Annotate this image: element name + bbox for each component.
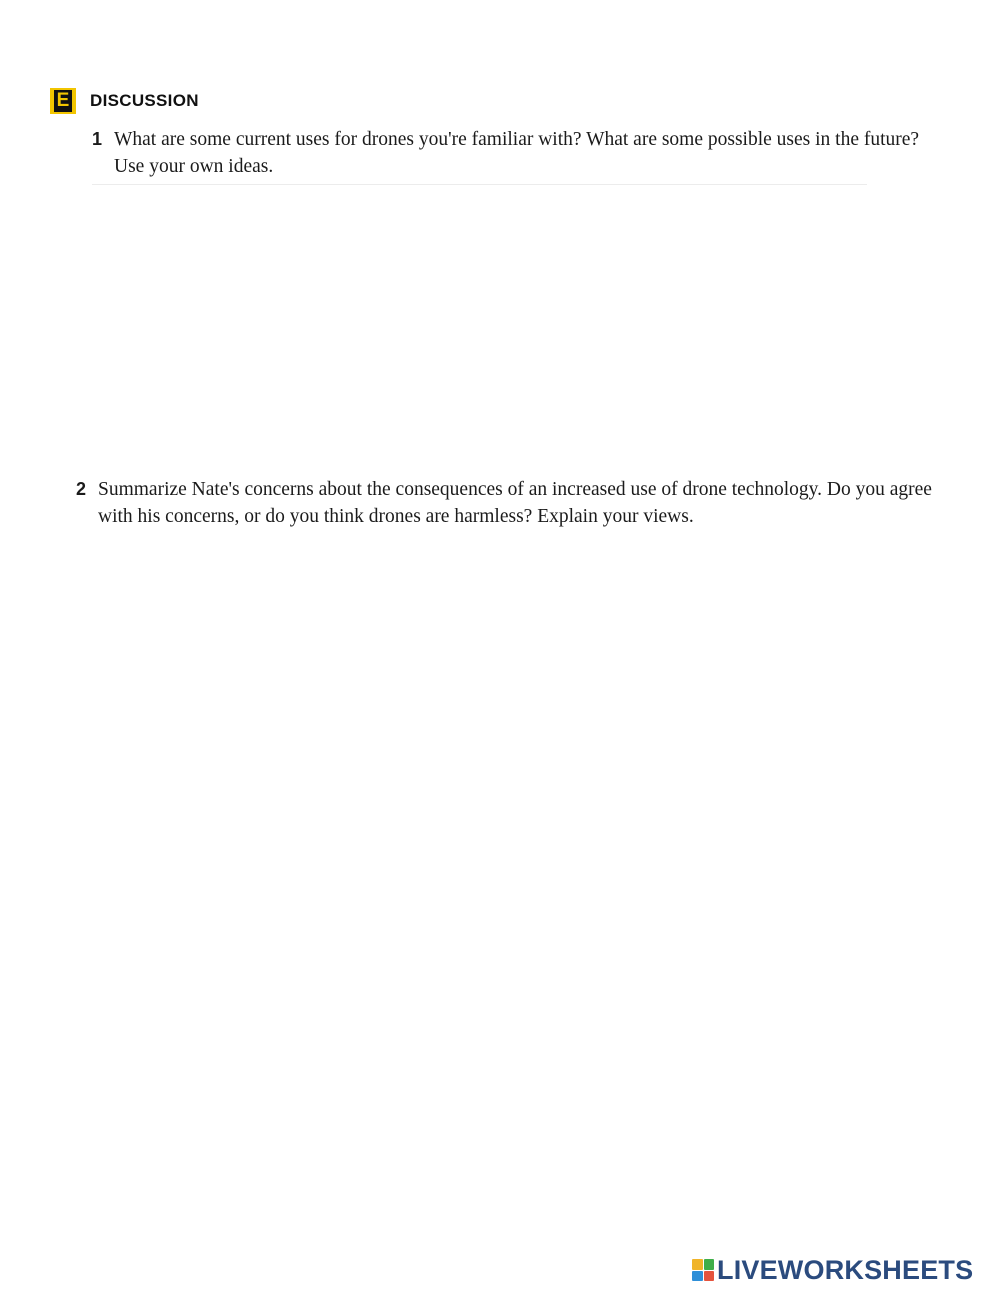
logo-square — [704, 1259, 715, 1270]
divider — [92, 184, 867, 185]
section-badge — [50, 88, 76, 114]
liveworksheets-logo-icon — [692, 1259, 714, 1281]
question-text: What are some current uses for drones you're familiar with? What are some possible uses in the future? Use your own ideas. — [114, 129, 920, 177]
question-text: Summarize Nate's concerns about the consequences of an increased use of drone technology. Do you agree with his concerns, or do you think drones are harmless? Explain your views. — [98, 479, 932, 527]
question-number: 1 — [92, 129, 103, 149]
brand-text: LIVEWORKSHEETS — [717, 1254, 974, 1285]
answer-area-2[interactable] — [76, 570, 956, 1190]
answer-area-1[interactable] — [92, 190, 952, 460]
section-title: DISCUSSION — [90, 91, 199, 110]
question-1 — [92, 126, 952, 180]
section-letter: E — [54, 90, 72, 112]
section-header — [50, 87, 199, 115]
question-number: 2 — [76, 479, 87, 499]
logo-square — [704, 1271, 715, 1282]
question-2 — [76, 476, 956, 530]
logo-square — [692, 1271, 703, 1282]
logo-square — [692, 1259, 703, 1270]
liveworksheets-brand — [692, 1253, 973, 1287]
